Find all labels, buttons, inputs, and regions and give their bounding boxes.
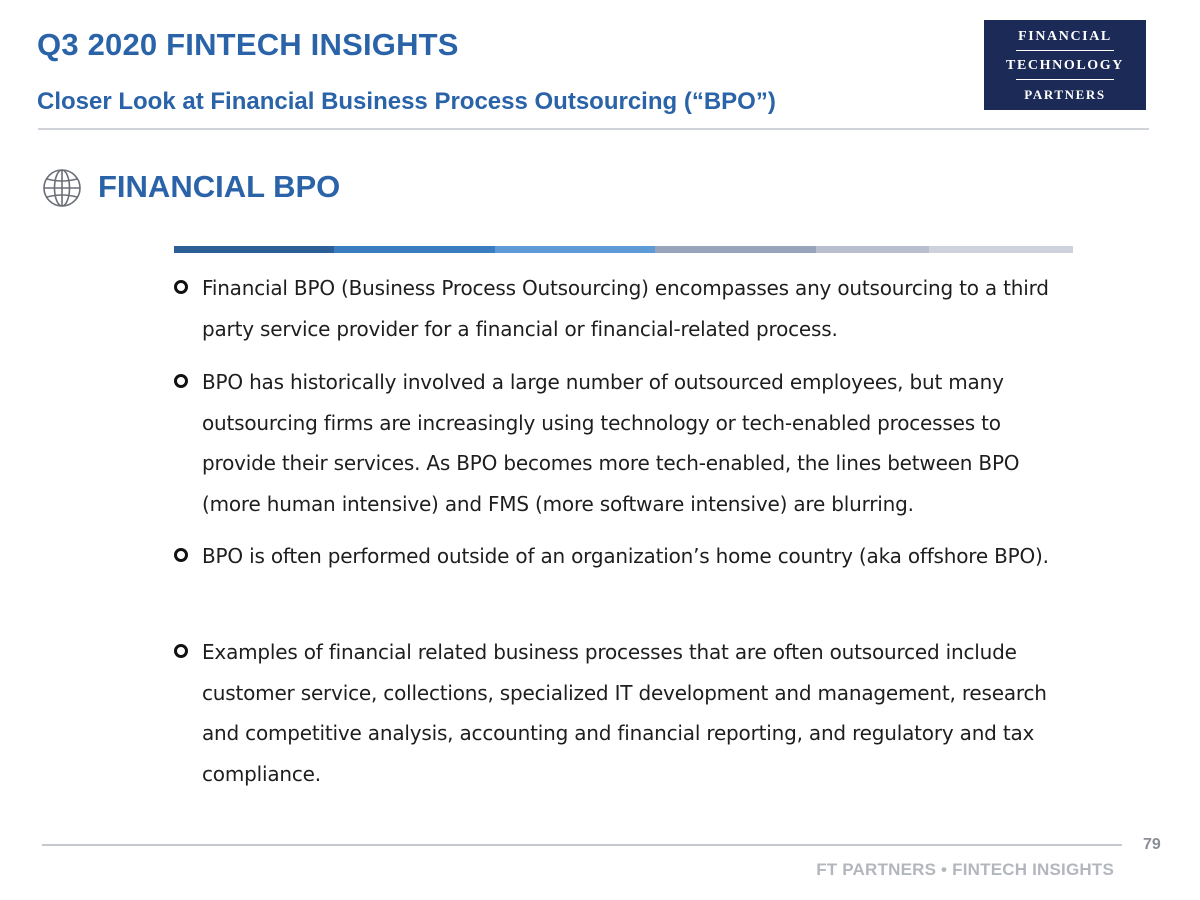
bullet-text: Financial BPO (Business Process Outsourcing) encompasses any outsourcing to a third party service provider for a financial or financial-related process.: [202, 276, 1049, 341]
logo-rule-1: [1016, 50, 1114, 51]
logo-line-1: FINANCIAL: [1018, 29, 1112, 44]
color-bar: [174, 246, 1073, 253]
logo-line-2: TECHNOLOGY: [1006, 58, 1124, 73]
bullet-ring-icon: [174, 644, 188, 658]
color-bar-segment: [816, 246, 929, 253]
bullet-text: BPO has historically involved a large number of outsourced employees, but many outsourcing firms are increasingly using technology or tech-enabled processes to provide their services. As BPO becomes more tech-enabled, the lines between BPO (more human intensive) and FMS (more software intensive) are blurring.: [202, 370, 1020, 516]
logo-line-3: PARTNERS: [1024, 87, 1106, 102]
ft-partners-logo: [984, 20, 1146, 110]
section-title: FINANCIAL BPO: [98, 169, 341, 204]
logo-rule-2: [1016, 79, 1114, 80]
bullet-ring-icon: [174, 548, 188, 562]
color-bar-segment: [655, 246, 816, 253]
color-bar-segment: [334, 246, 495, 253]
footer-text: FT PARTNERS • FINTECH INSIGHTS: [816, 860, 1114, 879]
color-bar-segment: [495, 246, 655, 253]
color-bar-segment: [929, 246, 1073, 253]
footer-divider: [42, 844, 1122, 846]
header-divider: [38, 128, 1149, 130]
bullet-text: Examples of financial related business processes that are often outsourced include customer service, collections, specialized IT development and management, research and competitive analysis, accounting and financial reporting, and regulatory and tax compliance.: [202, 640, 1047, 786]
bullet-text: BPO is often performed outside of an organization’s home country (aka offshore BPO).: [202, 544, 1049, 568]
page-subtitle: Closer Look at Financial Business Process Outsourcing (“BPO”): [37, 88, 776, 115]
bullet-ring-icon: [174, 280, 188, 294]
globe-icon: [42, 168, 82, 208]
page-number: 79: [1143, 836, 1161, 853]
bullet-ring-icon: [174, 374, 188, 388]
page-title: Q3 2020 FINTECH INSIGHTS: [37, 27, 459, 62]
color-bar-segment: [174, 246, 334, 253]
